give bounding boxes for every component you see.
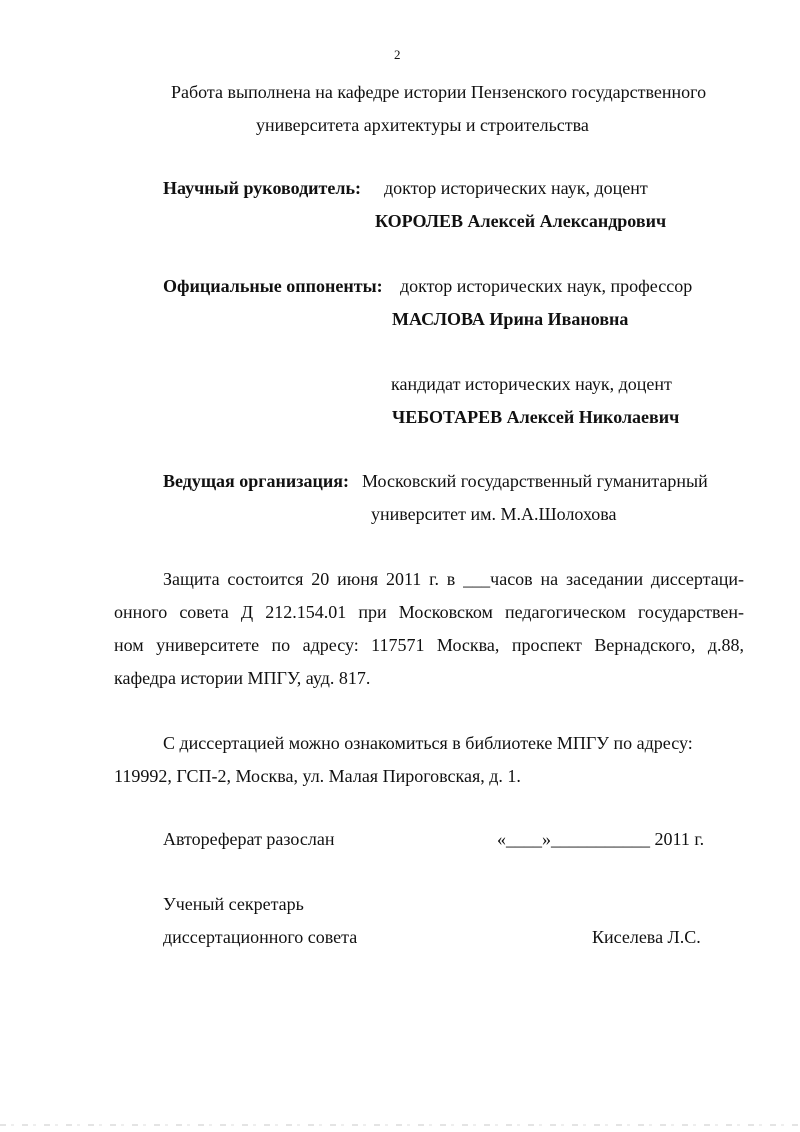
header-line-1: Работа выполнена на кафедре истории Пензенского государственного (171, 82, 707, 102)
opponent-1-title: доктор исторических наук, профессор (400, 276, 693, 296)
supervisor-name: КОРОЛЕВ Алексей Александрович (375, 211, 667, 231)
defense-line-1: Защита состоится 20 июня 2011 г. в ___часов на заседании диссертаци- (163, 569, 744, 589)
defense-line-2: онного совета Д 212.154.01 при Московском педагогическом государствен- (114, 602, 744, 622)
page-number: 2 (394, 47, 401, 62)
secretary-line-2: диссертационного совета (163, 927, 358, 947)
defense-line-4: кафедра истории МПГУ, ауд. 817. (114, 668, 371, 688)
opponent-1-name: МАСЛОВА Ирина Ивановна (392, 309, 629, 329)
opponents-label: Официальные оппоненты: (163, 276, 383, 296)
secretary-name: Киселева Л.С. (592, 927, 701, 947)
leading-org-label: Ведущая организация: (163, 471, 349, 491)
scan-artifact-line (0, 1124, 800, 1126)
mailing-date: «____»___________ 2011 г. (497, 829, 705, 849)
secretary-line-1: Ученый секретарь (163, 894, 304, 914)
leading-org-line-1: Московский государственный гуманитарный (362, 471, 708, 491)
library-line-2: 119992, ГСП-2, Москва, ул. Малая Пироговская, д. 1. (114, 766, 521, 786)
mailing-label: Автореферат разослан (163, 829, 335, 849)
opponent-2-title: кандидат исторических наук, доцент (391, 374, 672, 394)
defense-line-3: ном университете по адресу: 117571 Москва, проспект Вернадского, д.88, (114, 635, 744, 655)
supervisor-title: доктор исторических наук, доцент (384, 178, 648, 198)
opponent-2-name: ЧЕБОТАРЕВ Алексей Николаевич (392, 407, 680, 427)
library-line-1: С диссертацией можно ознакомиться в библиотеке МПГУ по адресу: (163, 733, 693, 753)
header-line-2: университета архитектуры и строительства (256, 115, 589, 135)
supervisor-label: Научный руководитель: (163, 178, 361, 198)
leading-org-line-2: университет им. М.А.Шолохова (371, 504, 617, 524)
